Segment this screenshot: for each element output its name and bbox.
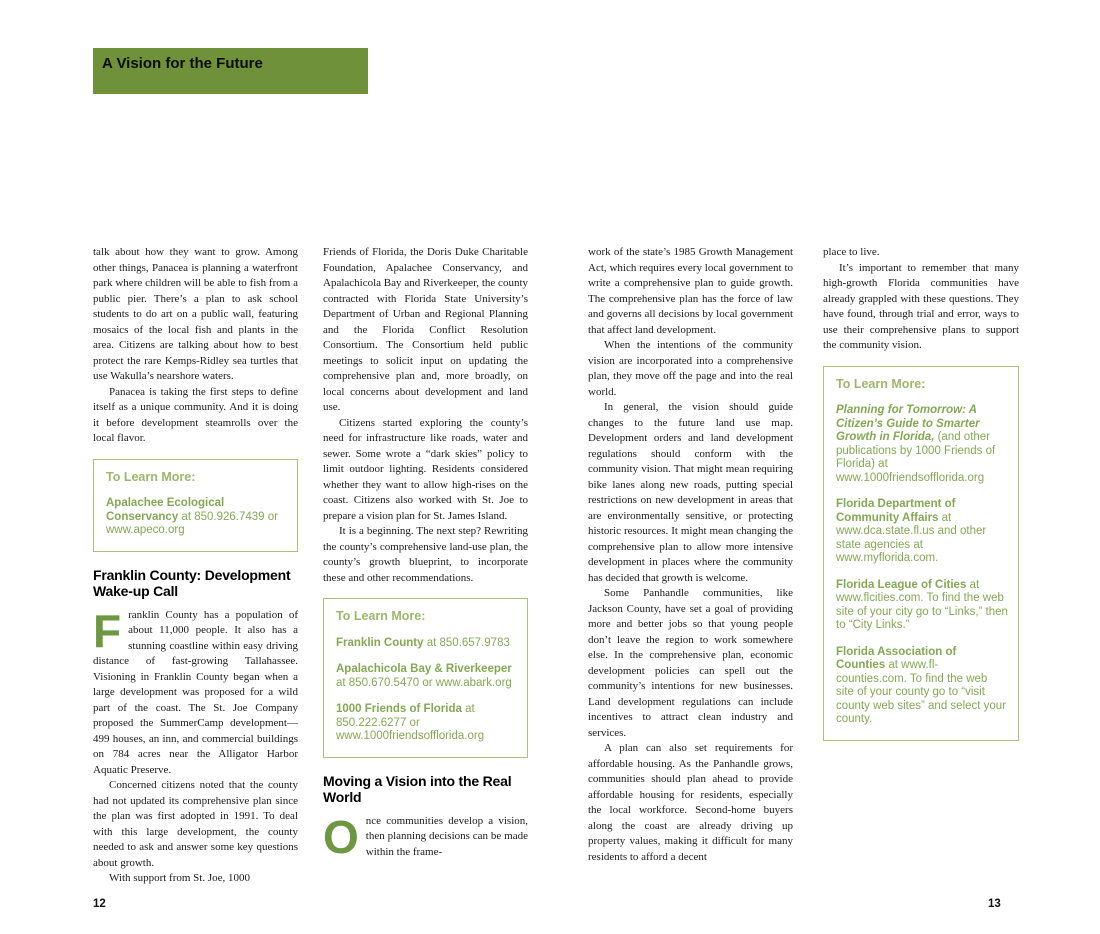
paragraph: A plan can also set requirements for affordable housing. As the Panhandle grows, communities should plan ahead to provide affordable housing for residents, especially the local workforce. Second-home buyers along the coast are already driving up property values, making it difficult for many residents to afford a decent xyxy=(588,742,793,863)
paragraph: talk about how they want to grow. Among other things, Panacea is planning a waterfront park where children will be able to fish from a public pier. There’s a plan to ask school students to do art on a public wall, featuring mosaics of the local fish and plants in the area. Citizens are talking about how to best protect the rare Kemps-Ridley sea turtles that use Wakulla’s nearshore waters. xyxy=(93,246,298,382)
org-name: Apalachicola Bay & Riverkeeper xyxy=(336,663,512,675)
paragraph: Citizens started exploring the county’s need for infrastructure like roads, water and sewer. Some wrote a “dark skies” policy to limit outdoor lighting. Residents considered whether they want to allow high-rises on the coast. Citizens also worked with St. Joe to prepare a vision plan for St. James Island. xyxy=(323,416,528,522)
learn-more-entry xyxy=(836,646,1008,727)
paragraph: work of the state’s 1985 Growth Management Act, which requires every local government to write a comprehensive plan to guide growth. The comprehensive plan has the force of law and governs all decisions by local government that affect land development. xyxy=(588,246,793,336)
learn-more-box xyxy=(823,366,1019,741)
paragraph: With support from St. Joe, 1000 xyxy=(109,872,251,884)
page-number-right: 13 xyxy=(988,898,1001,910)
org-contact: at www.flcities.com. To find the web site of your city go to “Links,” then to “City Links.” xyxy=(836,578,1008,631)
section-heading: Franklin County: Development Wake-up Call xyxy=(93,566,291,599)
learn-more-entry xyxy=(336,663,517,690)
text-column-2 xyxy=(323,245,528,863)
paragraph: When the intentions of the community vision are incorporated into a comprehensive plan, they move off the page and into the real world. xyxy=(588,339,793,398)
page-number-left: 12 xyxy=(93,898,106,910)
learn-more-title: To Learn More: xyxy=(336,609,426,623)
org-name: Apalachee Ecological Conservancy xyxy=(106,497,225,523)
learn-more-entry xyxy=(836,498,1008,566)
org-contact: at 850.222.6277 or www.1000friendsofflorida.org xyxy=(336,703,485,742)
dropcap-paragraph xyxy=(93,604,298,779)
learn-more-box xyxy=(323,598,528,758)
dropcap-letter: O xyxy=(323,810,359,863)
paragraph: It is a beginning. The next step? Rewriting the county’s comprehensive land-use plan, the county’s growth blueprint, to incorporate these and other recommendations. xyxy=(323,525,528,584)
dropcap-letter: F xyxy=(93,604,122,657)
org-contact: at 850.657.9783 xyxy=(423,636,510,649)
paragraph: It’s important to remember that many high-growth Florida communities have already grappled with these questions. They have found, through trial and error, ways to use their comprehensive plans to support the community vision. xyxy=(823,261,1019,351)
text-column-3 xyxy=(588,245,793,865)
section-heading: Moving a Vision into the Real World xyxy=(323,772,512,805)
org-contact: at www.dca.state.fl.us and other state agencies at www.myflorida.com. xyxy=(836,511,987,564)
text-column-1 xyxy=(93,245,298,887)
learn-more-entry xyxy=(836,579,1008,633)
paragraph: In general, the vision should guide changes to the future land use map. Development orders and land development regulations should conform with the community vision. That might mean requiring bike lanes along new roads, putting special restrictions on new development in areas that are environmentally sensitive, or protecting historic resources. It might mean changing the comprehensive plan to allow more intensive development in places where the community has decided that growth is welcome. xyxy=(588,401,793,584)
paragraph-text: nce communities develop a vision, then planning decisions can be made within the frame- xyxy=(365,814,528,858)
learn-more-entry xyxy=(336,637,517,651)
org-contact: at 850.670.5470 or www.abark.org xyxy=(336,676,512,689)
dropcap-paragraph xyxy=(323,810,528,863)
org-contact: (and other publications by 1000 Friends of Florida) at www.1000friendsofflorida.org xyxy=(836,431,996,484)
org-name: Franklin County xyxy=(336,636,424,649)
paragraph: Concerned citizens noted that the county had not updated its comprehensive plan since the plan was first adopted in 1991. To deal with this large development, the county needed to ask and answer some key questions about growth. xyxy=(93,779,298,869)
learn-more-entry xyxy=(106,497,287,538)
paragraph: Panacea is taking the first steps to define itself as a unique community. And it is doing it before development steamrolls over the local flavor. xyxy=(93,385,298,444)
org-contact: at www.fl-counties.com. To find the web site of your county go to “visit county web sites” and select your county. xyxy=(836,659,1007,725)
learn-more-title: To Learn More: xyxy=(836,376,926,391)
org-name: 1000 Friends of Florida xyxy=(336,703,462,715)
org-name: Florida Association of Counties xyxy=(836,645,957,671)
learn-more-title: To Learn More: xyxy=(106,469,196,484)
org-name: Florida Department of Community Affairs xyxy=(836,498,956,524)
org-name: Florida League of Cities xyxy=(836,578,967,591)
paragraph: Friends of Florida, the Doris Duke Charitable Foundation, Apalachee Conservancy, and Apalachicola Bay and Riverkeeper, the county contracted with Florida State University’s Department of Urban and Regional Planning and the Florida Conflict Resolution Consortium. The Consortium held public meetings to solicit input on updating the comprehensive plan and, more broadly, on local concerns about development and land use. xyxy=(323,246,528,413)
publication-title: Planning for Tomorrow: A Citizen’s Guide to Smarter Growth in Florida, xyxy=(836,404,980,443)
paragraph: Some Panhandle communities, like Jackson County, have set a goal of providing more and better jobs so that young people don’t leave the region to work somewhere else. In the comprehensive plan, economic development policies can spell out the community’s intentions for new businesses. Land development regulations can include incentives to attract clean industry and services. xyxy=(588,587,793,739)
learn-more-entry xyxy=(836,404,1008,485)
paragraph-text: ranklin County has a population of about 11,000 people. It also has a stunning coastline within easy driving distance of fast-growing Tallahassee. Visioning in Franklin County began when a large development was proposed for a wild part of the coast. The St. Joe Company proposed the SummerCamp development—499 houses, an inn, and commercial buildings on 784 acres near the Alligator Harbor Aquatic Preserve. xyxy=(93,608,298,776)
learn-more-box xyxy=(93,459,298,552)
learn-more-entry xyxy=(336,703,517,744)
org-contact: at 850.926.7439 or www.apeco.org xyxy=(106,510,278,536)
banner-title: A Vision for the Future xyxy=(102,55,263,72)
text-column-4 xyxy=(823,245,1019,745)
paragraph: place to live. xyxy=(823,246,880,258)
section-banner xyxy=(93,48,368,94)
